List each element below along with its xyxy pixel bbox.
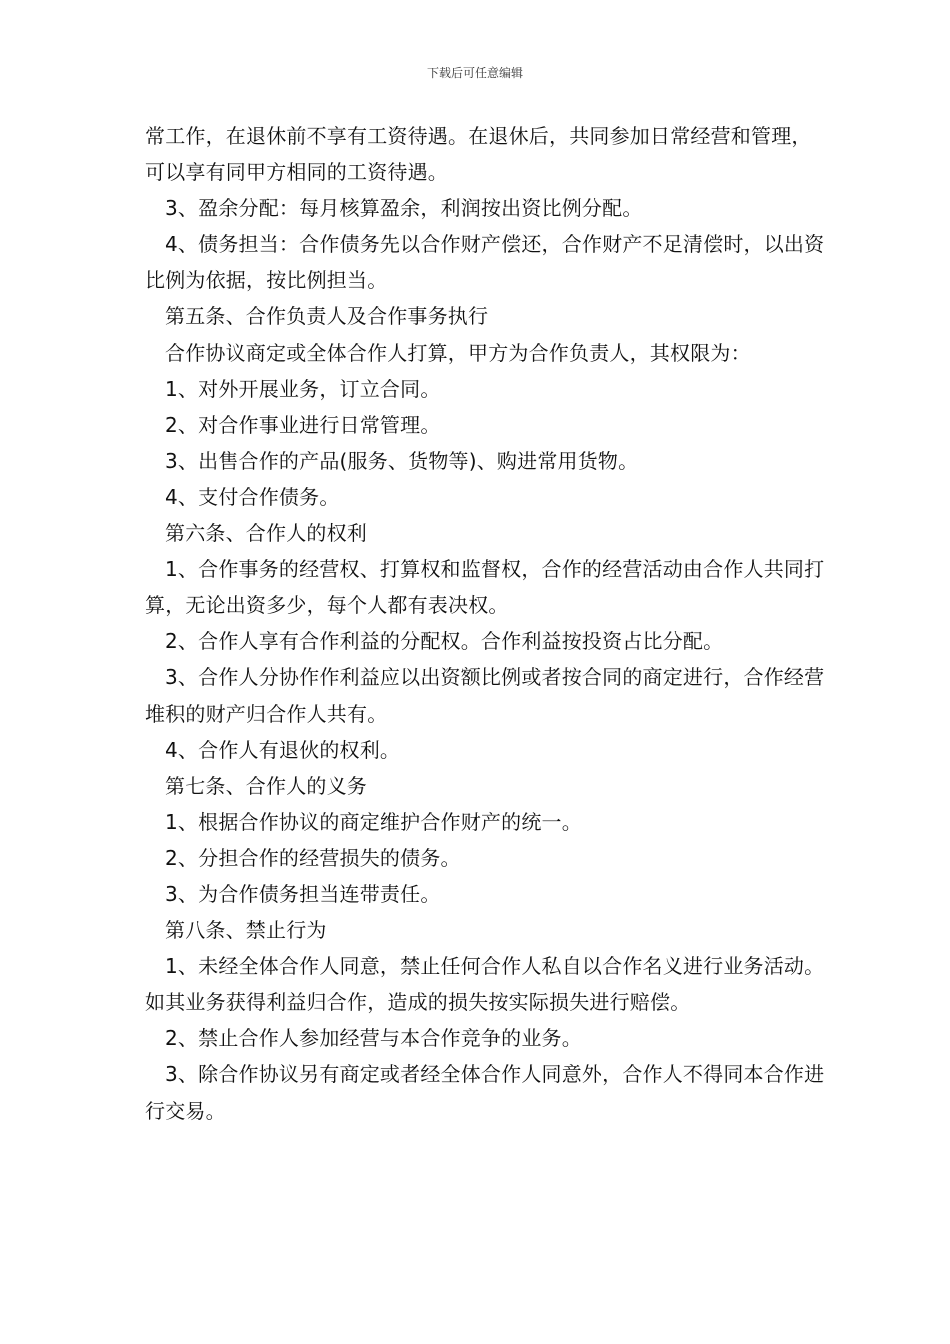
list-item: 3、出售合作的产品(服务、货物等)、购进常用货物。 [165, 448, 639, 473]
section-heading: 第五条、合作负责人及合作事务执行 [165, 304, 489, 329]
section-heading: 第六条、合作人的权利 [165, 521, 367, 546]
page-header: 下载后可任意编辑 [426, 66, 523, 80]
paragraph: 3、盈余分配：每月核算盈余，利润按出资比例分配。 [165, 196, 643, 221]
list-item: 1、对外开展业务，订立合同。 [165, 376, 441, 401]
list-item: 3、除合作协议另有商定或者经全体合作人同意外，合作人不得同本合作进行交易。 [145, 1062, 825, 1123]
list-item: 2、分担合作的经营损失的债务。 [165, 845, 461, 870]
list-item: 3、为合作债务担当连带责任。 [165, 881, 441, 906]
list-item: 2、对合作事业进行日常管理。 [165, 412, 441, 437]
paragraph: 4、债务担当：合作债务先以合作财产偿还，合作财产不足清偿时，以出资比例为依据，按比例担当。 [145, 232, 825, 293]
list-item: 1、未经全体合作人同意，禁止任何合作人私自以合作名义进行业务活动。如其业务获得利益归合作，造成的损失按实际损失进行赔偿。 [145, 954, 825, 1015]
list-item: 1、根据合作协议的商定维护合作财产的统一。 [165, 809, 582, 834]
paragraph: 常工作，在退休前不享有工资待遇。在退休后，共同参加日常经营和管理，可以享有同甲方相同的工资待遇。 [145, 124, 812, 185]
list-item: 2、禁止合作人参加经营与本合作竞争的业务。 [165, 1026, 582, 1051]
list-item: 2、合作人享有合作利益的分配权。合作利益按投资占比分配。 [165, 629, 724, 654]
list-item: 1、合作事务的经营权、打算权和监督权，合作的经营活动由合作人共同打算，无论出资多少，每个人都有表决权。 [145, 557, 825, 618]
list-item: 4、支付合作债务。 [165, 484, 340, 509]
section-heading: 第八条、禁止行为 [165, 918, 327, 943]
list-item: 3、合作人分协作作利益应以出资额比例或者按合同的商定进行，合作经营堆积的财产归合作人共有。 [145, 665, 825, 726]
document-body [145, 118, 825, 1129]
list-item: 4、合作人有退伙的权利。 [165, 737, 401, 762]
paragraph: 合作协议商定或全体合作人打算，甲方为合作负责人，其权限为： [165, 340, 751, 365]
section-heading: 第七条、合作人的义务 [165, 773, 367, 798]
